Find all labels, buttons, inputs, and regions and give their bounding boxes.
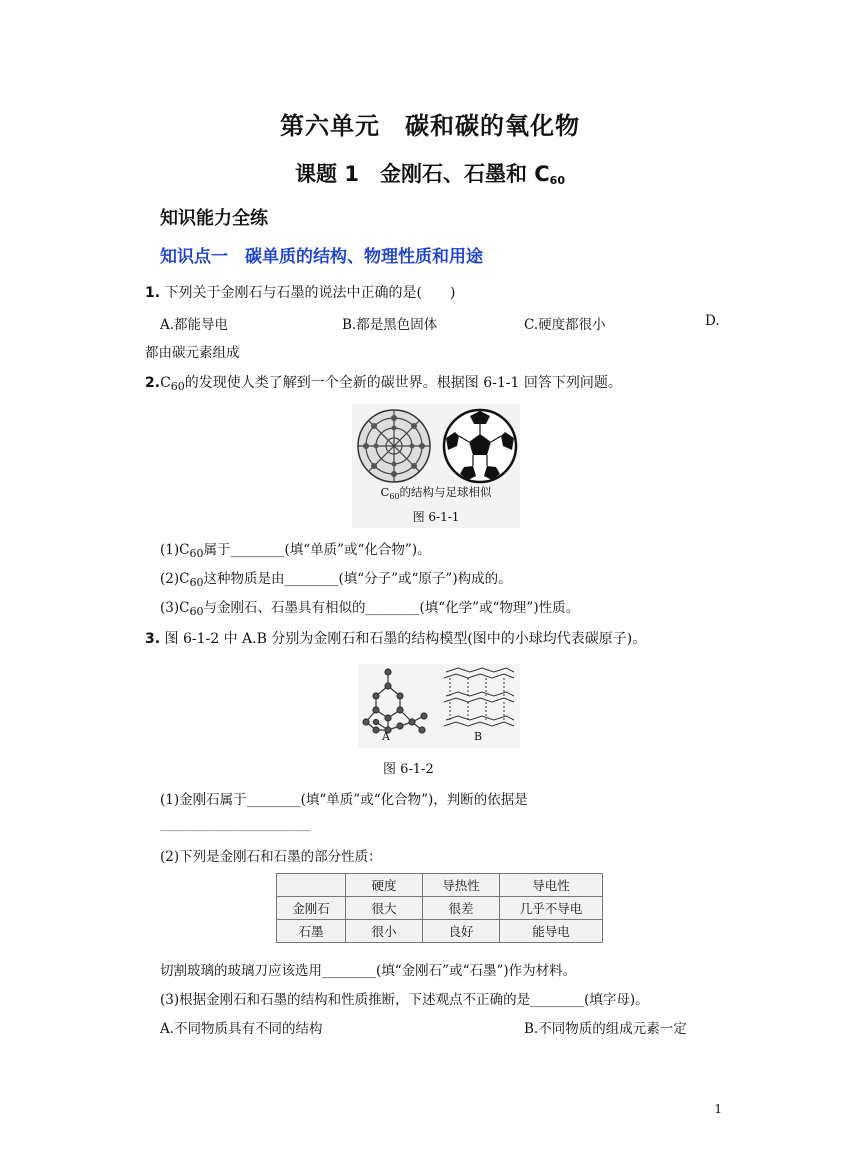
- table-cell: 很小: [346, 920, 423, 943]
- q2-sub1-prefix: (1)C: [160, 542, 190, 558]
- c60-c: C: [160, 375, 171, 391]
- table-header-cell: 导电性: [500, 874, 603, 897]
- table-row: [277, 920, 603, 943]
- table-row: [277, 897, 603, 920]
- knowledge-point-title: 知识点一 碳单质的结构、物理性质和用途: [160, 247, 483, 267]
- question-3-number: 3.: [145, 631, 161, 647]
- figure-label-b: B: [474, 730, 483, 743]
- table-header-row: [277, 874, 603, 897]
- table-header-cell: 导热性: [423, 874, 500, 897]
- q2-sub3: [160, 596, 579, 618]
- lesson-title-main: 课题 1 金刚石、石墨和 C: [295, 162, 550, 186]
- graphite-structure-icon: [444, 668, 514, 726]
- lesson-title: [0, 158, 860, 188]
- diamond-structure-icon: [363, 669, 427, 733]
- q1-option-c: C.硬度都很小: [524, 317, 606, 333]
- question-3-text: 图 6-1-2 中 A.B 分别为金刚石和石墨的结构模型(图中的小球均代表碳原子)。: [164, 631, 647, 647]
- q2-sub3-text: 与金刚石、石墨具有相似的________(填“化学”或“物理”)性质。: [203, 600, 580, 616]
- question-2-text: 的发现使人类了解到一个全新的碳世界。根据图 6-1-1 回答下列问题。: [184, 375, 622, 391]
- table-header-cell: 硬度: [346, 874, 423, 897]
- question-1-number: 1.: [145, 285, 161, 301]
- page-number: 1: [714, 1102, 722, 1116]
- q2-sub1-subscript: 60: [189, 547, 204, 560]
- section-title: 知识能力全练: [160, 208, 268, 229]
- q3-sub2: (2)下列是金刚石和石墨的部分性质：: [160, 849, 382, 865]
- q2-sub3-prefix: (3)C: [160, 600, 190, 616]
- inner-caption-subscript: 60: [389, 492, 400, 501]
- table-cell: 能导电: [500, 920, 603, 943]
- table-cell: 良好: [423, 920, 500, 943]
- unit-title: 第六单元 碳和碳的氧化物: [280, 112, 580, 140]
- q3-option-b: B.不同物质的组成元素一定: [524, 1021, 687, 1037]
- table-header-cell: [277, 874, 346, 897]
- c60-subscript: 60: [170, 380, 185, 393]
- c60-molecule-icon: [358, 410, 430, 482]
- figure-6-1-1: [352, 404, 520, 528]
- figure-6-1-2-label: 图 6-1-2: [383, 762, 434, 777]
- properties-table-wrapper: [276, 873, 603, 943]
- q3-option-a: A.不同物质具有不同的结构: [160, 1021, 323, 1037]
- q2-sub2: [160, 567, 512, 589]
- question-2-number: 2.: [145, 375, 161, 391]
- football-icon: [444, 410, 516, 482]
- figure-label-a: A: [382, 730, 390, 743]
- table-cell: 很大: [346, 897, 423, 920]
- q1-option-d-text: 都由碳元素组成: [145, 345, 240, 361]
- q2-sub3-subscript: 60: [189, 605, 204, 618]
- inner-caption-c: C: [380, 485, 390, 499]
- q3-sub1: (1)金刚石属于________(填“单质”或“化合物”)，判断的依据是: [160, 792, 528, 808]
- table-cell: 石墨: [277, 920, 346, 943]
- figure-6-1-2: [358, 664, 520, 748]
- q2-sub2-text: 这种物质是由________(填“分子”或“原子”)构成的。: [203, 571, 512, 587]
- table-cell: 几乎不导电: [500, 897, 603, 920]
- table-cell: 金刚石: [277, 897, 346, 920]
- q3-sub1-blank-line: __________________________: [160, 816, 310, 832]
- q1-option-d-prefix: D.: [705, 313, 720, 329]
- figure-6-1-1-inner-caption: [352, 484, 520, 501]
- question-2-stem: [145, 372, 622, 393]
- table-cell: 很差: [423, 897, 500, 920]
- q2-sub2-subscript: 60: [189, 576, 204, 589]
- q2-sub2-prefix: (2)C: [160, 571, 190, 587]
- inner-caption-text: 的结构与足球相似: [399, 485, 492, 499]
- question-1-stem: [145, 282, 455, 302]
- q3-sub2-question: 切割玻璃的玻璃刀应该选用________(填“金刚石”或“石墨”)作为材料。: [160, 963, 577, 979]
- q2-sub1-text: 属于________(填“单质”或“化合物”)。: [203, 542, 431, 558]
- lesson-title-subscript: 60: [549, 174, 565, 187]
- q1-option-a: A.都能导电: [160, 317, 229, 333]
- q1-option-b: B.都是黑色固体: [342, 317, 438, 333]
- q3-sub3: (3)根据金刚石和石墨的结构和性质推断，下述观点不正确的是________(填字母)。: [160, 992, 649, 1008]
- q2-sub1: [160, 538, 431, 560]
- figure-6-1-1-label: 图 6-1-1: [412, 510, 460, 524]
- question-3-stem: [145, 628, 646, 648]
- properties-table: [276, 873, 603, 943]
- question-1-text: 下列关于金刚石与石墨的说法中正确的是( ): [164, 285, 456, 301]
